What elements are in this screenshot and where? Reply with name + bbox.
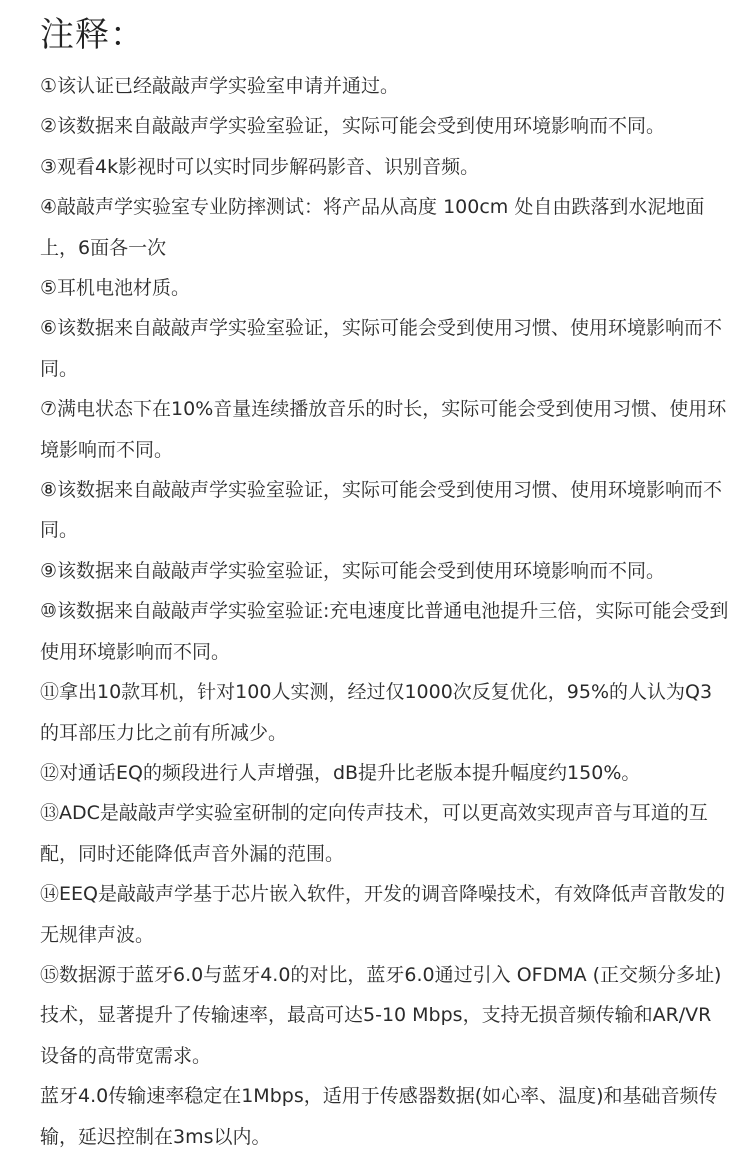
annotations-page bbox=[40, 8, 730, 1157]
note-4: ④敲敲声学实验室专业防摔测试：将产品从高度 100cm 处自由跌落到水泥地面上，6面各一次 bbox=[40, 196, 705, 259]
note-7: ⑦满电状态下在10%音量连续播放音乐的时长，实际可能会受到使用习惯、使用环境影响而不同。 bbox=[40, 398, 727, 461]
note-6: ⑥该数据来自敲敲声学实验室验证，实际可能会受到使用习惯、使用环境影响而不同。 bbox=[40, 317, 723, 380]
note-3: ③观看4k影视时可以实时同步解码影音、识别音频。 bbox=[40, 155, 480, 178]
note-14: ⑭EEQ是敲敲声学基于芯片嵌入软件，开发的调音降噪技术，有效降低声音散发的无规律声波。 bbox=[40, 883, 725, 946]
note-10: ⑩该数据来自敲敲声学实验室验证:充电速度比普通电池提升三倍，实际可能会受到使用环境影响而不同。 bbox=[40, 600, 729, 663]
note-1: ①该认证已经敲敲声学实验室申请并通过。 bbox=[40, 75, 400, 97]
note-11: ⑪拿出10款耳机，针对100人实测，经过仅1000次反复优化，95%的人认为Q3的耳部压力比之前有所减少。 bbox=[40, 681, 713, 744]
note-bluetooth-4: 蓝牙4.0传输速率稳定在1Mbps，适用于传感器数据(如心率、温度)和基础音频传输，延迟控制在3ms以内。 bbox=[40, 1085, 718, 1148]
notes-list bbox=[40, 66, 730, 1157]
note-12: ⑫对通话EQ的频段进行人声增强，dB提升比老版本提升幅度约150%。 bbox=[40, 761, 641, 784]
note-5: ⑤耳机电池材质。 bbox=[40, 277, 191, 300]
note-8: ⑧该数据来自敲敲声学实验室验证，实际可能会受到使用习惯、使用环境影响而不同。 bbox=[40, 479, 723, 542]
note-9: ⑨该数据来自敲敲声学实验室验证，实际可能会受到使用环境影响而不同。 bbox=[40, 559, 666, 582]
note-15: ⑮数据源于蓝牙6.0与蓝牙4.0的对比，蓝牙6.0通过引入 OFDMA (正交频分多址)技术，显著提升了传输速率，最高可达5-10 Mbps，支持无损音频传输和AR/VR设备的高带宽需求。 bbox=[40, 963, 722, 1067]
note-2: ②该数据来自敲敲声学实验室验证，实际可能会受到使用环境影响而不同。 bbox=[40, 115, 666, 138]
page-title: 注释： bbox=[40, 15, 145, 55]
note-13: ⑬ADC是敲敲声学实验室研制的定向传声技术，可以更高效实现声音与耳道的互配，同时还能降低声音外漏的范围。 bbox=[40, 802, 708, 865]
